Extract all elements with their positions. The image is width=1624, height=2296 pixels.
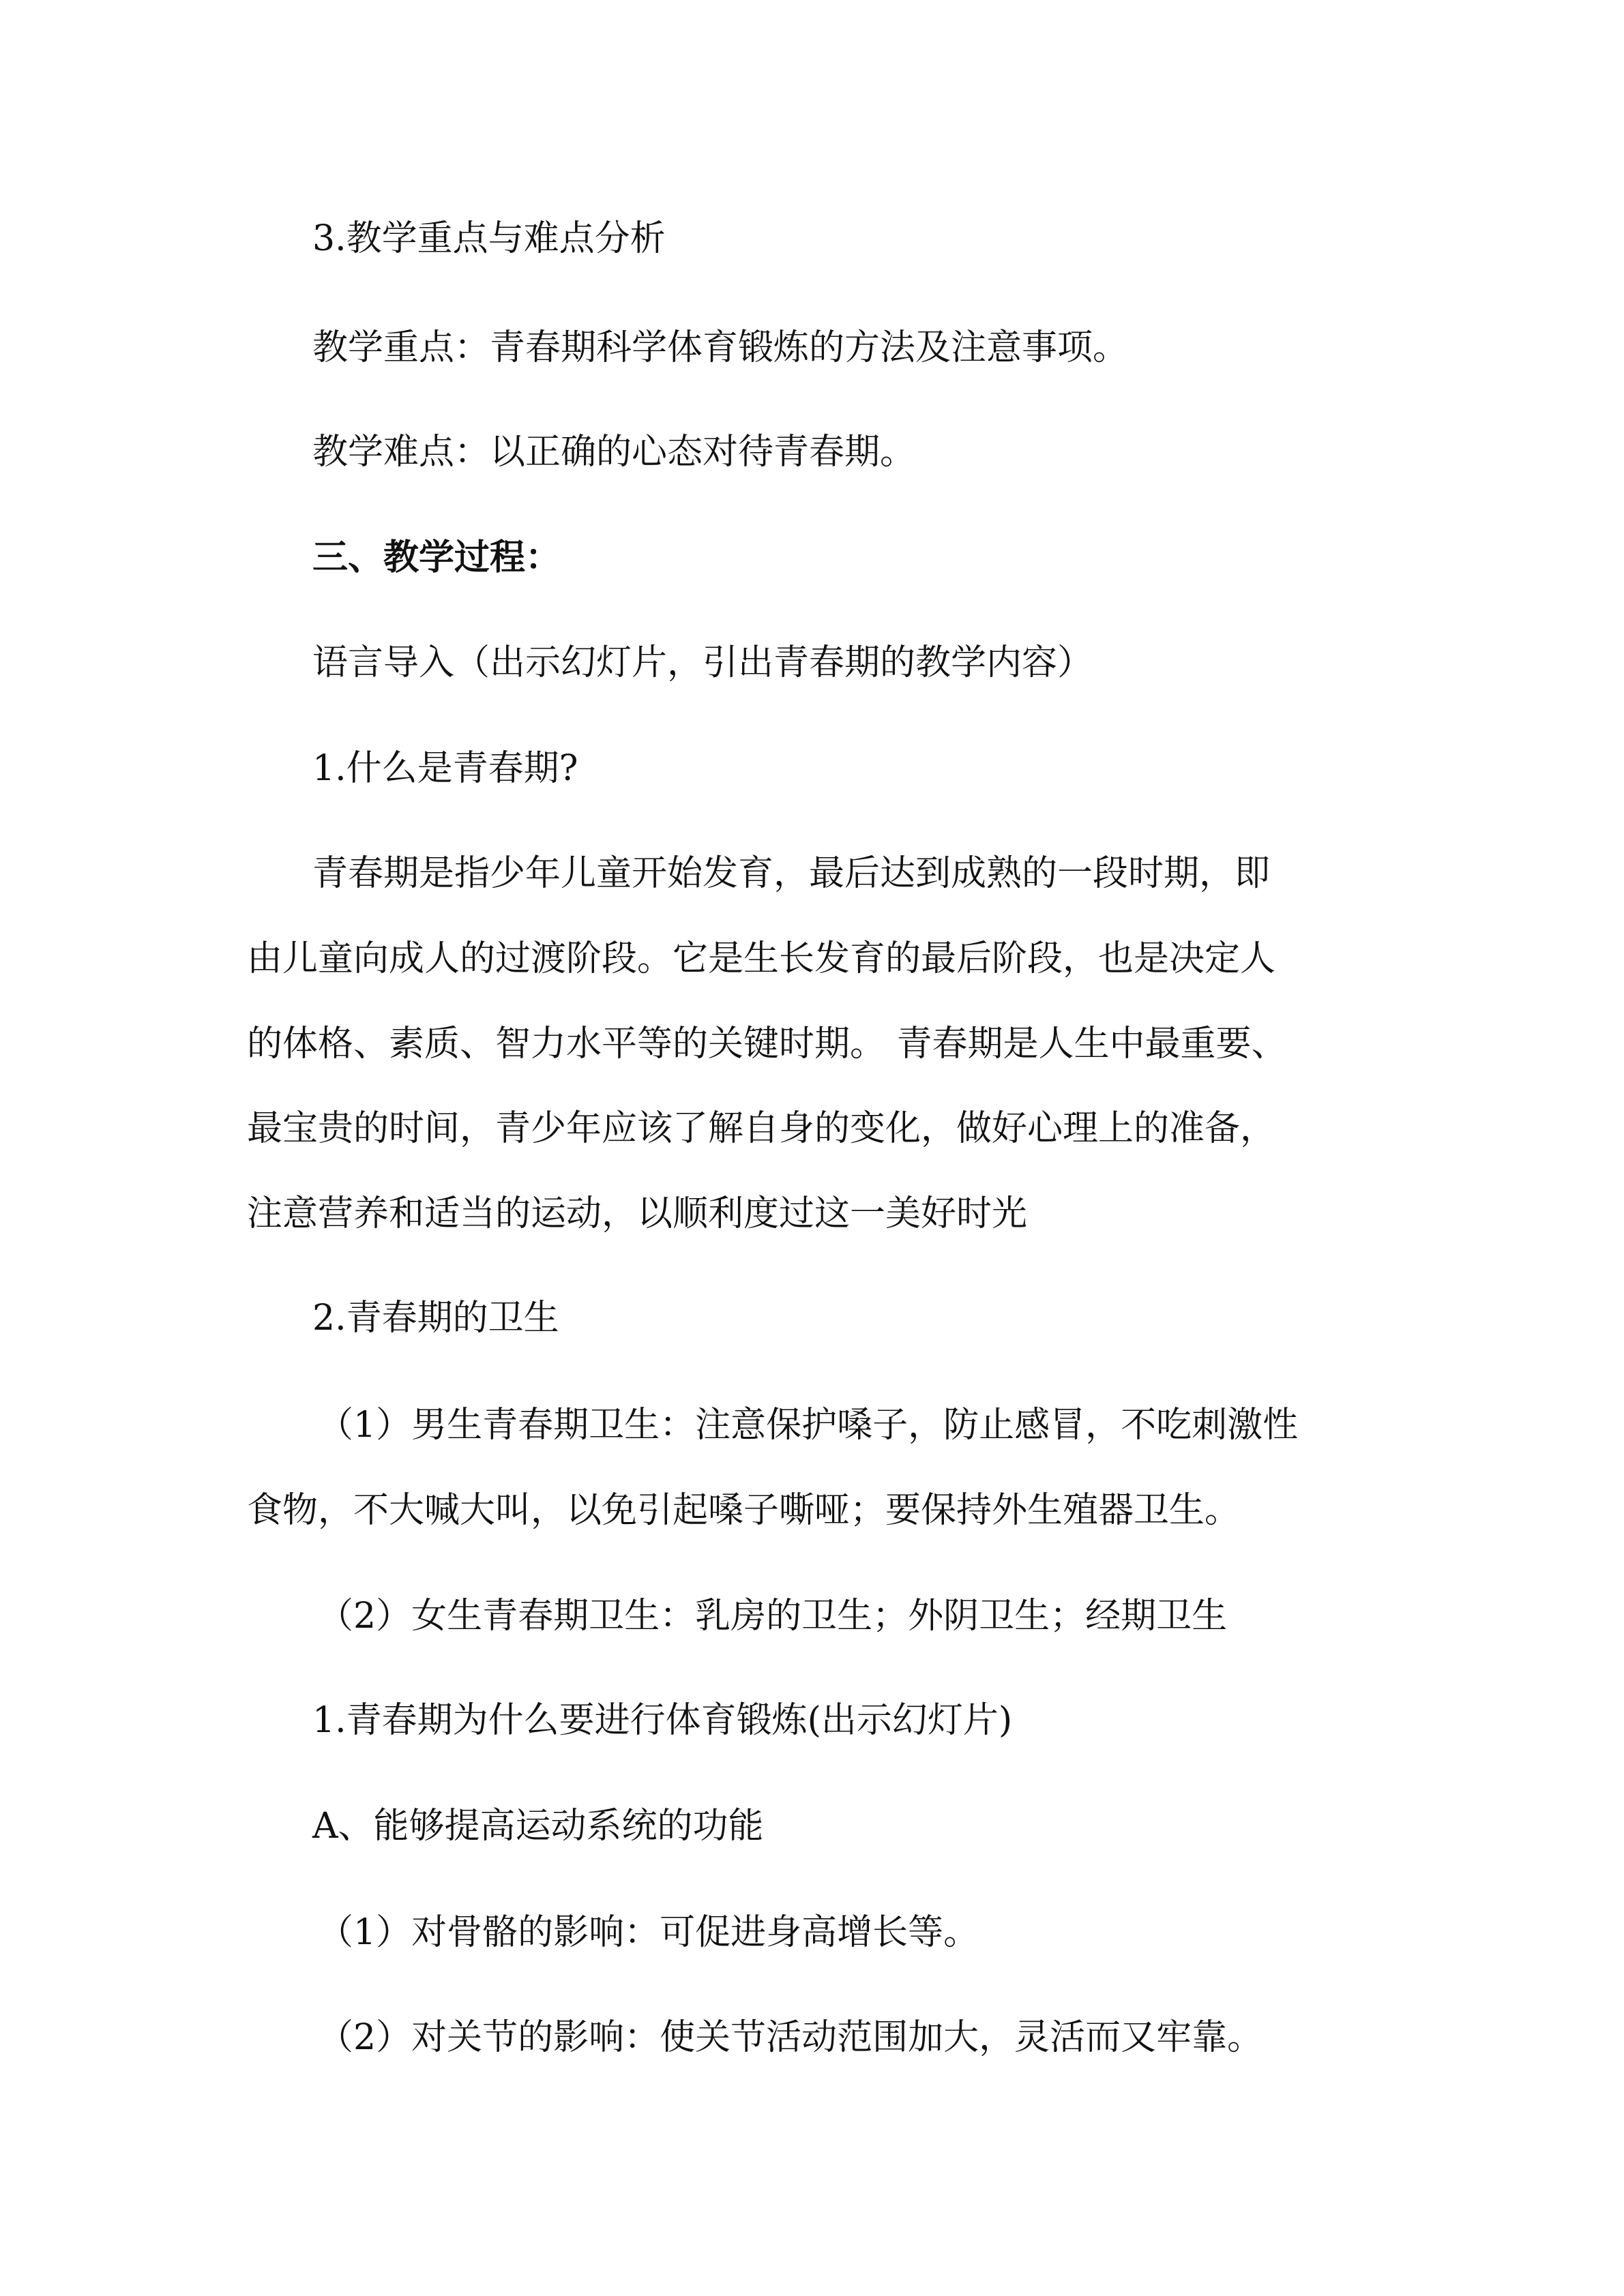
q1-body-line: 青春期是指少年儿童开始发育，最后达到成熟的一段时期，即 xyxy=(312,853,1271,894)
key-point: 教学重点：青春期科学体育锻炼的方法及注意事项。 xyxy=(312,327,1129,368)
difficult-point: 教学难点：以正确的心态对待青春期。 xyxy=(312,432,916,473)
boys-hygiene-line: （1）男生青春期卫生：注意保护嗓子，防止感冒，不吃刺激性 xyxy=(318,1405,1299,1446)
joint-effect: （2）对关节的影响：使关节活动范围加大，灵活而又牢靠。 xyxy=(318,2017,1263,2058)
boys-hygiene-line: 食物，不大喊大叫，以免引起嗓子嘶哑；要保持外生殖器卫生。 xyxy=(247,1490,1241,1531)
part-three-heading: 三、教学过程： xyxy=(312,537,561,578)
q1-body-line: 最宝贵的时间，青少年应该了解自身的变化，做好心理上的准备， xyxy=(247,1108,1276,1149)
q1-body-line: 的体格、素质、智力水平等的关键时期。 青春期是人生中最重要、 xyxy=(247,1024,1287,1064)
sub-a: A、能够提高运动系统的功能 xyxy=(312,1806,764,1847)
q1-title: 1.什么是青春期? xyxy=(312,748,578,789)
q1-body-line: 由儿童向成人的过渡阶段。它是生长发育的最后阶段，也是决定人 xyxy=(247,938,1276,979)
section-3-title: 3.教学重点与难点分析 xyxy=(312,218,666,259)
exercise-title: 1.青春期为什么要进行体育锻炼(出示幻灯片) xyxy=(312,1700,1013,1741)
q1-body-line: 注意营养和适当的运动，以顺利度过这一美好时光 xyxy=(247,1193,1028,1234)
girls-hygiene: （2）女生青春期卫生：乳房的卫生；外阴卫生；经期卫生 xyxy=(318,1596,1228,1637)
q2-title: 2.青春期的卫生 xyxy=(312,1298,559,1339)
bone-effect: （1）对骨骼的影响：可促进身高增长等。 xyxy=(318,1912,979,1953)
intro-line: 语言导入（出示幻灯片，引出青春期的教学内容） xyxy=(312,642,1093,683)
